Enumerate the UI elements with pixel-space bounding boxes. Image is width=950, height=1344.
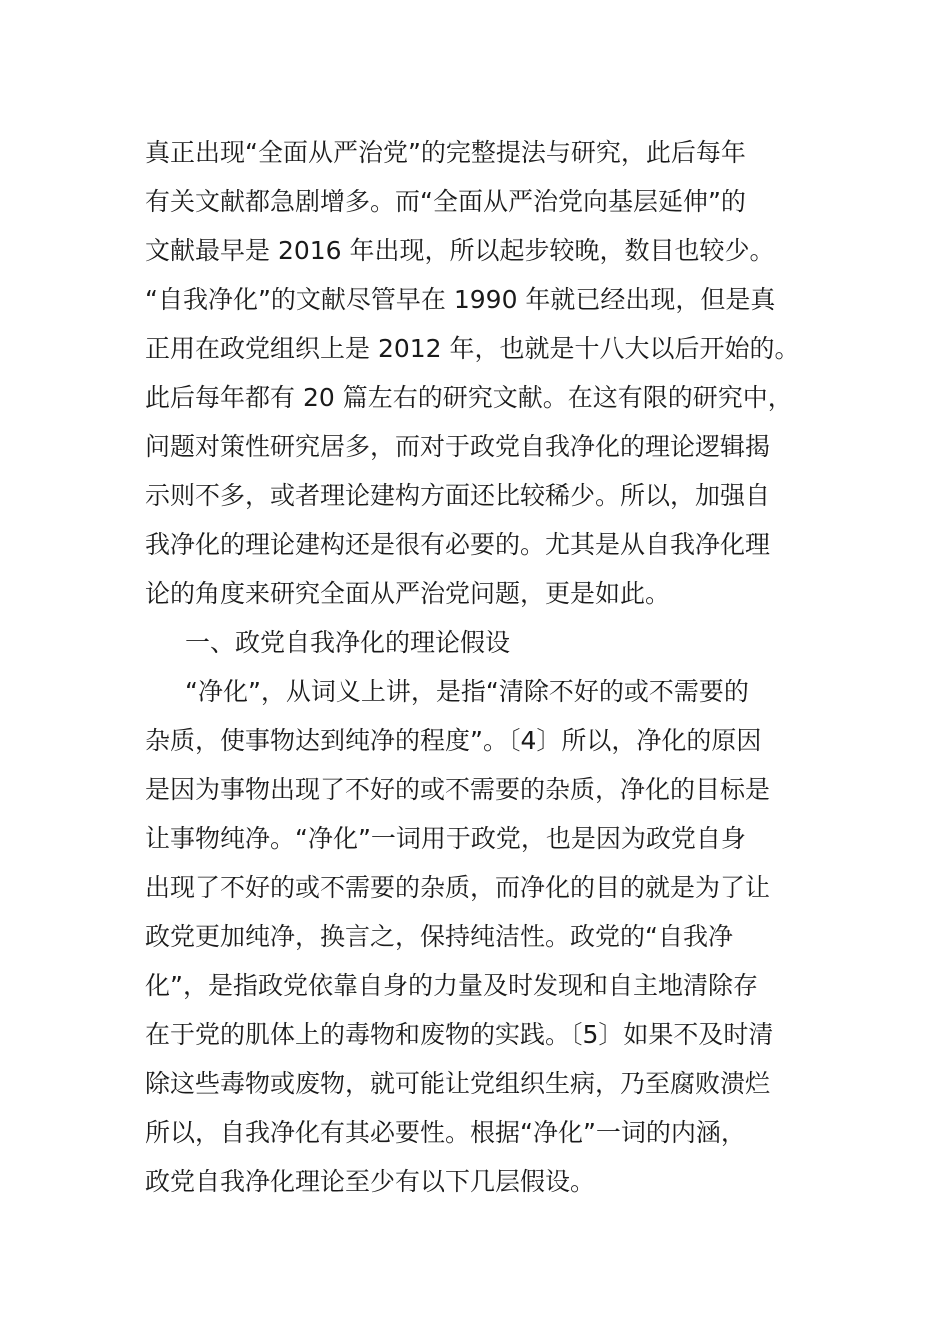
paragraph-1 — [145, 128, 815, 618]
paragraph-line: 问题对策性研究居多，而对于政党自我净化的理论逻辑揭 — [145, 432, 771, 461]
paragraph-line: 文献最早是 2016 年出现，所以起步较晚，数目也较少。 — [145, 236, 775, 265]
paragraph-line: “净化”，从词义上讲，是指“清除不好的或不需要的 — [185, 677, 749, 706]
paragraph-line: 政党自我净化理论至少有以下几层假设。 — [145, 1167, 596, 1196]
paragraph-line: 有关文献都急剧增多。而“全面从严治党向基层延伸”的 — [145, 187, 746, 216]
paragraph-line: 让事物纯净。“净化”一词用于政党，也是因为政党自身 — [145, 824, 746, 853]
paragraph-line: 政党更加纯净，换言之，保持纯洁性。政党的“自我净 — [145, 922, 733, 951]
paragraph-line: 正用在政党组织上是 2012 年，也就是十八大以后开始的。 — [145, 334, 800, 363]
paragraph-line: 论的角度来研究全面从严治党问题，更是如此。 — [145, 579, 671, 608]
paragraph-line: 化”，是指政党依靠自身的力量及时发现和自主地清除存 — [145, 971, 758, 1000]
paragraph-line: 是因为事物出现了不好的或不需要的杂质，净化的目标是 — [145, 775, 771, 804]
paragraph-line: 杂质，使事物达到纯净的程度”。〔4〕所以，净化的原因 — [145, 726, 762, 755]
paragraph-line: 在于党的肌体上的毒物和废物的实践。〔5〕如果不及时清 — [145, 1020, 774, 1049]
paragraph-line: 除这些毒物或废物，就可能让党组织生病，乃至腐败溃烂 — [145, 1069, 771, 1098]
paragraph-2 — [145, 667, 815, 1206]
paragraph-line: 出现了不好的或不需要的杂质，而净化的目的就是为了让 — [145, 873, 771, 902]
paragraph-line: 真正出现“全面从严治党”的完整提法与研究，此后每年 — [145, 138, 746, 167]
body-text — [145, 128, 815, 1206]
paragraph-line: 此后每年都有 20 篇左右的研究文献。在这有限的研究中， — [145, 383, 793, 412]
paragraph-line: 所以，自我净化有其必要性。根据“净化”一词的内涵， — [145, 1118, 746, 1147]
section-heading: 一、政党自我净化的理论假设 — [185, 628, 511, 657]
paragraph-line: 示则不多，或者理论建构方面还比较稀少。所以，加强自 — [145, 481, 771, 510]
paragraph-line: “自我净化”的文献尽管早在 1990 年就已经出现，但是真 — [145, 285, 776, 314]
paragraph-line: 我净化的理论建构还是很有必要的。尤其是从自我净化理 — [145, 530, 771, 559]
